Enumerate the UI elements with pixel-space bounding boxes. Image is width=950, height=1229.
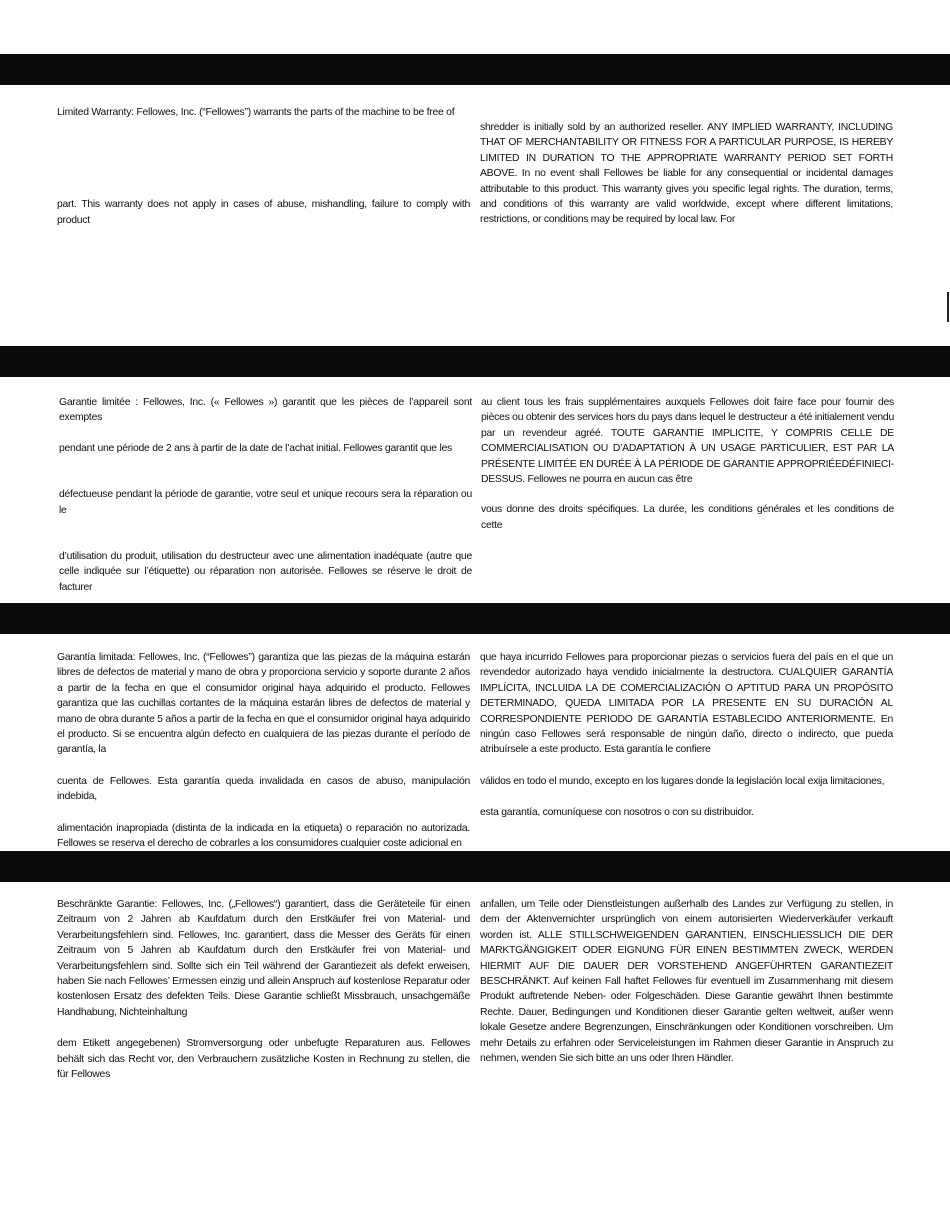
warranty-es-left-para-3: alimentación inapropiada (distinta de la indicada en la etiqueta) o reparación no autorizada. Fellowes se reserva el derecho de cobrarles a los consumidores cualquier coste adicional en <box>57 822 470 850</box>
warranty-es-left-para-2: cuenta de Fellowes. Esta garantía queda invalidada en casos de abuso, manipulación indebida, <box>57 775 470 803</box>
warranty-es-left-para-1: Garantía limitada: Fellowes, Inc. (“Fellowes”) garantiza que las piezas de la máquina estarán libres de defectos de material y mano de obra y proporciona servicio y soporte durante 2 años a partir de la fecha en que el consumidor original haya adquirido el producto. Fellowes garantiza que las cuchillas cortantes de la máquina estarán libres de defectos de material y mano de obra durante 5 años a partir de la fecha en que el consumidor original haya adquirido el producto. Si se encuentra algún defecto en cualquiera de las piezas durante el período de garantía, la <box>57 652 470 756</box>
warranty-en-left-column <box>57 105 470 228</box>
warranty-es-right-para-3: esta garantía, comuníquese con nosotros o con su distribuidor. <box>480 807 754 819</box>
warranty-en-left-para-1: Limited Warranty: Fellowes, Inc. (“Fellowes”) warrants the parts of the machine to be free of <box>57 107 455 118</box>
section-header-bar-de <box>0 851 950 882</box>
warranty-fr-left-para-1: Garantie limitée : Fellowes, Inc. (« Fellowes ») garantit que les pièces de l’appareil sont exemptes <box>59 397 472 424</box>
warranty-fr-right-para-1: au client tous les frais supplémentaires auxquels Fellowes doit faire face pour fournir des pièces ou obtenir des services hors du pays dans lequel le destructeur a été initialement vendu par un revendeur agréé. TOUTE GARANTIE IMPLICITE, Y COMPRIS CELLE DE COMMERCIALISATION OU D’ADAPTATION À UN USAGE PARTICULIER, EST PAR LA PRÉSENTE LIMITÉE EN DURÉE À LA PÉRIODE DE GARANTIE APPROPRIÉEDÉFINIECI-DESSUS. Fellowes ne pourra en aucun cas être <box>481 397 894 486</box>
warranty-fr-left-para-3: défectueuse pendant la période de garantie, votre seul et unique recours sera la réparation ou le <box>59 489 472 516</box>
warranty-fr-right-para-2: vous donne des droits spécifiques. La durée, les conditions générales et les conditions de cette <box>481 504 894 531</box>
warranty-en-right-column <box>480 120 893 228</box>
warranty-de-left-para-2: dem Etikett angegebenen) Stromversorgung oder unbefugte Reparaturen aus. Fellowes behält sich das Recht vor, den Verbrauchern zusätzliche Kosten in Rechnung zu stellen, die für Fellowes <box>57 1038 470 1081</box>
warranty-es-right-column <box>480 650 893 821</box>
warranty-es-right-para-1: que haya incurrido Fellowes para proporcionar piezas o servicios fuera del país en el que un revendedor autorizado haya vendido inicialmente la destructora. CUALQUIER GARANTÍA IMPLÍCITA, INCLUIDA LA DE COMERCIALIZACIÓN O APTITUD PARA UN PROPÓSITO DETERMINADO, QUEDA LIMITADA POR LA PRESENTE EN SU DURACIÓN AL CORRESPONDIENTE PERIODO DE GARANTÍA ESTABLECIDO ANTERIORMENTE. En ningún caso Fellowes será responsable de ningún daño, directo o indirecto, que pueda atribuírsele a este producto. Esta garantía le confiere <box>480 652 893 756</box>
warranty-de-left-para-1: Beschränkte Garantie: Fellowes, Inc. („Fellowes“) garantiert, dass die Geräteteile für einen Zeitraum von 2 Jahren ab Kaufdatum durch den Erstkäufer frei von Material- und Verarbeitungsfehlern sind. Fellowes, Inc. garantiert, dass die Messer des Geräts für einen Zeitraum von 5 Jahren ab Kaufdatum durch den Erstkäufer frei von Material- und Verarbeitungsfehlern sind. Sollte sich ein Teil während der Garantiezeit als defekt erweisen, haben Sie nach Fellowes’ Ermessen einzig und allein Anspruch auf kostenlose Reparatur oder kostenlosen Ersatz des defekten Teils. Diese Garantie schließt Missbrauch, unsachgemäße Handhabung, Nichteinhaltung <box>57 899 470 1018</box>
warranty-en-left-para-2: part. This warranty does not apply in cases of abuse, mishandling, failure to comply with product <box>57 199 470 226</box>
warranty-es-right-para-2: válidos en todo el mundo, excepto en los lugares donde la legislación local exija limitaciones, <box>480 775 885 787</box>
warranty-de-right-para-1: anfallen, um Teile oder Dienstleistungen außerhalb des Landes zur Verfügung zu stellen, in dem der Aktenvernichter ursprünglich von einem autorisierten Wiederverkäufer verkauft worden ist. ALLE STILLSCHWEIGENDEN GARANTIEN, EINSCHLIESSLICH DIE DER MARKTGÄNGIGKEIT ODER EIGNUNG FÜR EINEN BESTIMMTEN ZWECK, WERDEN HIERMIT AUF DIE DAUER DER VORSTEHEND ANGEFÜHRTEN GARANTIEZEIT BESCHRÄNKT. Auf keinen Fall haftet Fellowes für eventuell im Zusammenhang mit diesem Produkt auftretende Neben- oder Folgeschäden. Diese Garantie gewährt Ihnen bestimmte Rechte. Dauer, Bedingungen und Konditionen dieser Garantie gelten weltweit, außer wenn lokale Gesetze andere Begrenzungen, Einschränkungen oder Konditionen vorschreiben. Um mehr Details zu erfahren oder Serviceleistungen im Rahmen dieser Garantie in Anspruch zu nehmen, wenden Sie sich bitte an uns oder Ihren Händler. <box>480 899 893 1065</box>
warranty-de-right-column <box>480 897 893 1066</box>
section-header-bar-fr <box>0 346 950 377</box>
edge-mark <box>947 292 949 322</box>
warranty-de-left-column <box>57 897 470 1082</box>
warranty-es-left-column <box>57 650 470 851</box>
warranty-fr-left-para-4: d’utilisation du produit, utilisation du destructeur avec une alimentation inadéquate (autre que celle indiquée sur l’étiquette) ou réparation non autorisée. Fellowes se réserve le droit de facturer <box>59 551 472 593</box>
warranty-en-right-para-1: shredder is initially sold by an authorized reseller. ANY IMPLIED WARRANTY, INCLUDING THAT OF MERCHANTABILITY OR FITNESS FOR A PARTICULAR PURPOSE, IS HEREBY LIMITED IN DURATION TO THE APPROPRIATE WARRANTY PERIOD SET FORTH ABOVE. In no event shall Fellowes be liable for any consequential or incidental damages attributable to this product. This warranty gives you specific legal rights. The duration, terms, and conditions of this warranty are valid worldwide, except where different limitations, restrictions, or conditions may be required by local law. For <box>480 122 893 226</box>
warranty-fr-right-column <box>481 395 894 533</box>
section-header-bar-es <box>0 603 950 634</box>
section-header-bar-en <box>0 54 950 85</box>
warranty-fr-left-para-2: pendant une période de 2 ans à partir de la date de l’achat initial. Fellowes garantit que les <box>59 442 452 454</box>
warranty-fr-left-column <box>59 395 472 595</box>
